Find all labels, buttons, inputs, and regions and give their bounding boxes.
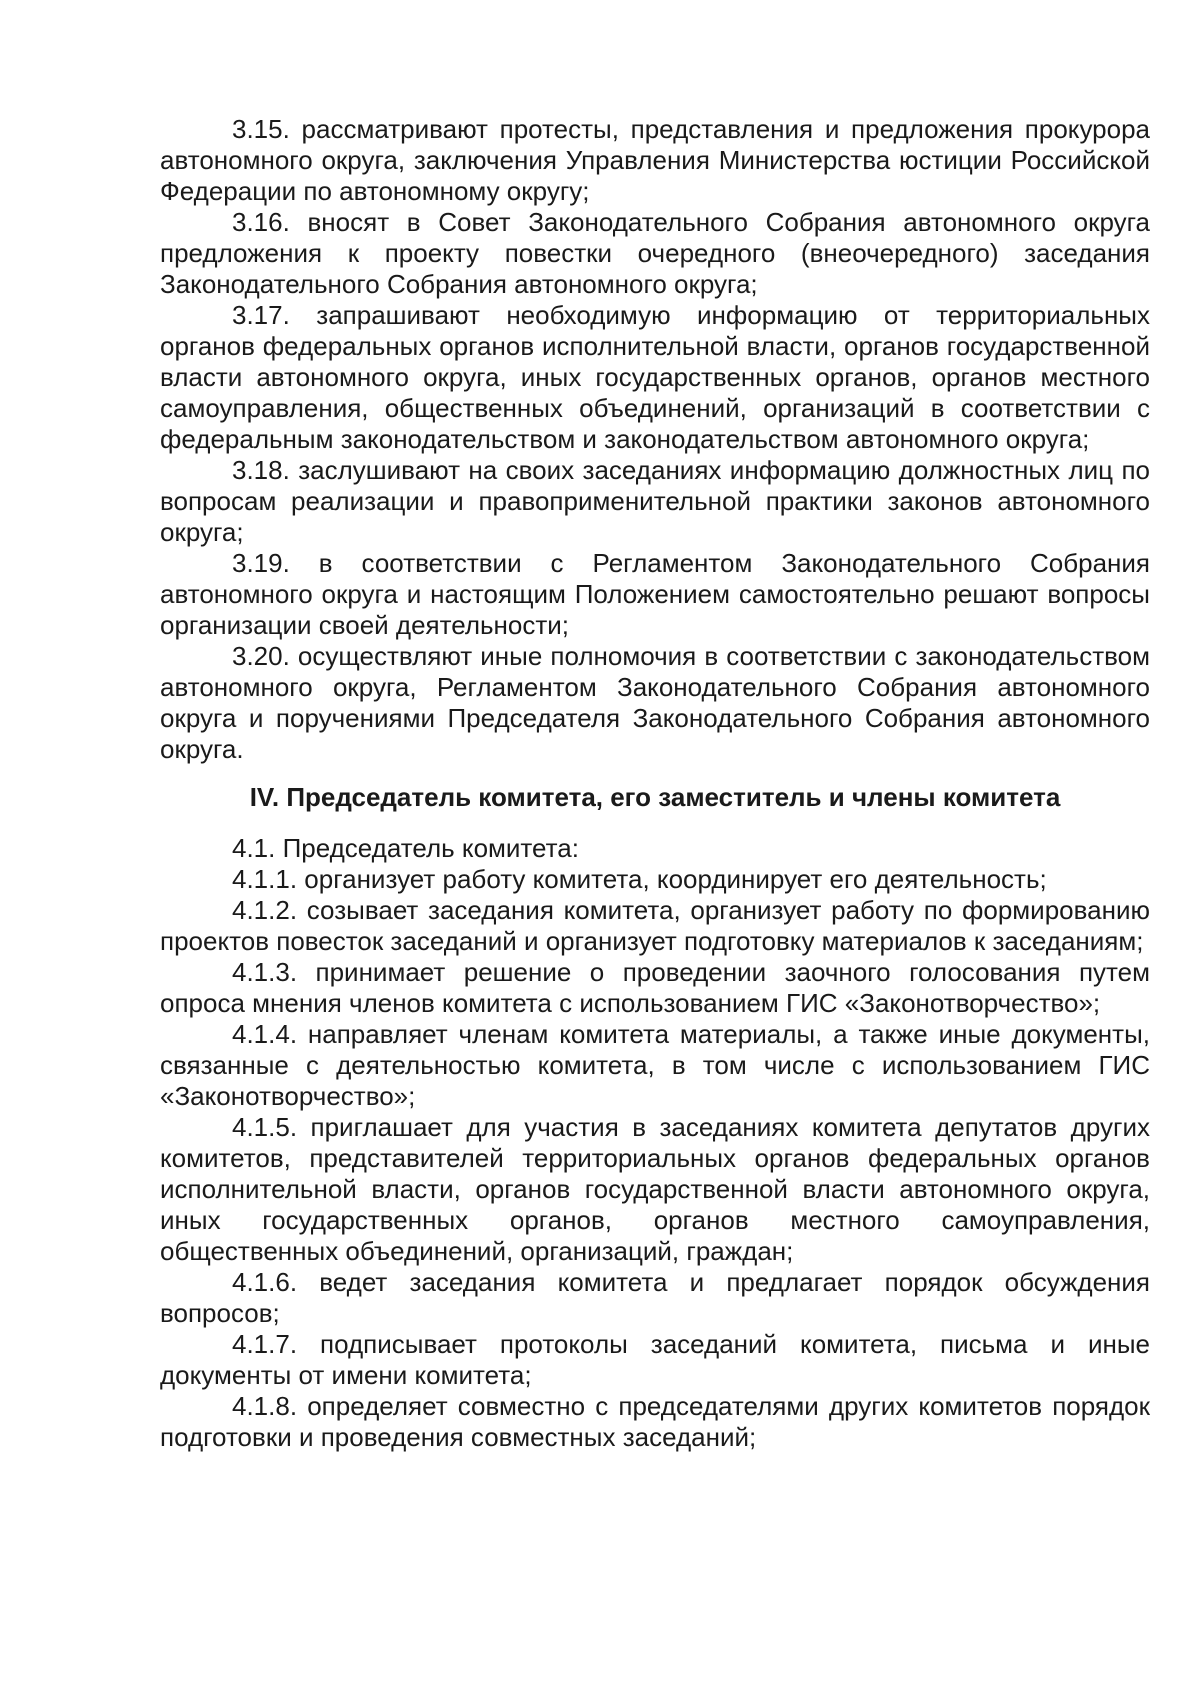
paragraph-3-15: 3.15. рассматривают протесты, представления и предложения прокурора автономного округа, заключения Управления Министерства юстиции Российской Федерации по автономному округу;	[160, 114, 1150, 206]
paragraph-4-1-5: 4.1.5. приглашает для участия в заседаниях комитета депутатов других комитетов, представителей территориальных органов федеральных органов исполнительной власти, органов государственной власти автономного округа, иных государственных органов, органов местного самоуправления, общественных объединений, организаций, граждан;	[160, 1112, 1150, 1266]
paragraph-4-1-3: 4.1.3. принимает решение о проведении заочного голосования путем опроса мнения членов комитета с использованием ГИС «Законотворчество»;	[160, 957, 1150, 1018]
paragraph-4-1-1: 4.1.1. организует работу комитета, координирует его деятельность;	[232, 864, 1047, 894]
paragraph-4-1-4: 4.1.4. направляет членам комитета материалы, а также иные документы, связанные с деятельностью комитета, в том числе с использованием ГИС «Законотворчество»;	[160, 1019, 1150, 1111]
document-body	[160, 114, 1150, 1453]
paragraph-4-1-7: 4.1.7. подписывает протоколы заседаний комитета, письма и иные документы от имени комитета;	[160, 1329, 1150, 1390]
paragraph-3-19: 3.19. в соответствии с Регламентом Законодательного Собрания автономного округа и настоящим Положением самостоятельно решают вопросы организации своей деятельности;	[160, 548, 1150, 640]
paragraph-4-1-6: 4.1.6. ведет заседания комитета и предлагает порядок обсуждения вопросов;	[160, 1267, 1150, 1328]
paragraph-3-16: 3.16. вносят в Совет Законодательного Собрания автономного округа предложения к проекту повестки очередного (внеочередного) заседания Законодательного Собрания автономного округа;	[160, 207, 1150, 299]
paragraph-3-18: 3.18. заслушивают на своих заседаниях информацию должностных лиц по вопросам реализации и правоприменительной практики законов автономного округа;	[160, 455, 1150, 547]
paragraph-4-1-8: 4.1.8. определяет совместно с председателями других комитетов порядок подготовки и проведения совместных заседаний;	[160, 1391, 1150, 1452]
paragraph-3-20: 3.20. осуществляют иные полномочия в соответствии с законодательством автономного округа, Регламентом Законодательного Собрания автономного округа и поручениями Председателя Законодательного Собрания автономного округа.	[160, 641, 1150, 764]
section-4-heading: IV. Председатель комитета, его заместитель и члены комитета	[249, 782, 1061, 812]
paragraph-4-1-2: 4.1.2. созывает заседания комитета, организует работу по формированию проектов повесток заседаний и организует подготовку материалов к заседаниям;	[160, 895, 1150, 956]
paragraph-4-1: 4.1. Председатель комитета:	[232, 833, 579, 863]
paragraph-3-17: 3.17. запрашивают необходимую информацию от территориальных органов федеральных органов исполнительной власти, органов государственной власти автономного округа, иных государственных органов, органов местного самоуправления, общественных объединений, организаций в соответствии с федеральным законодательством и законодательством автономного округа;	[160, 300, 1150, 454]
